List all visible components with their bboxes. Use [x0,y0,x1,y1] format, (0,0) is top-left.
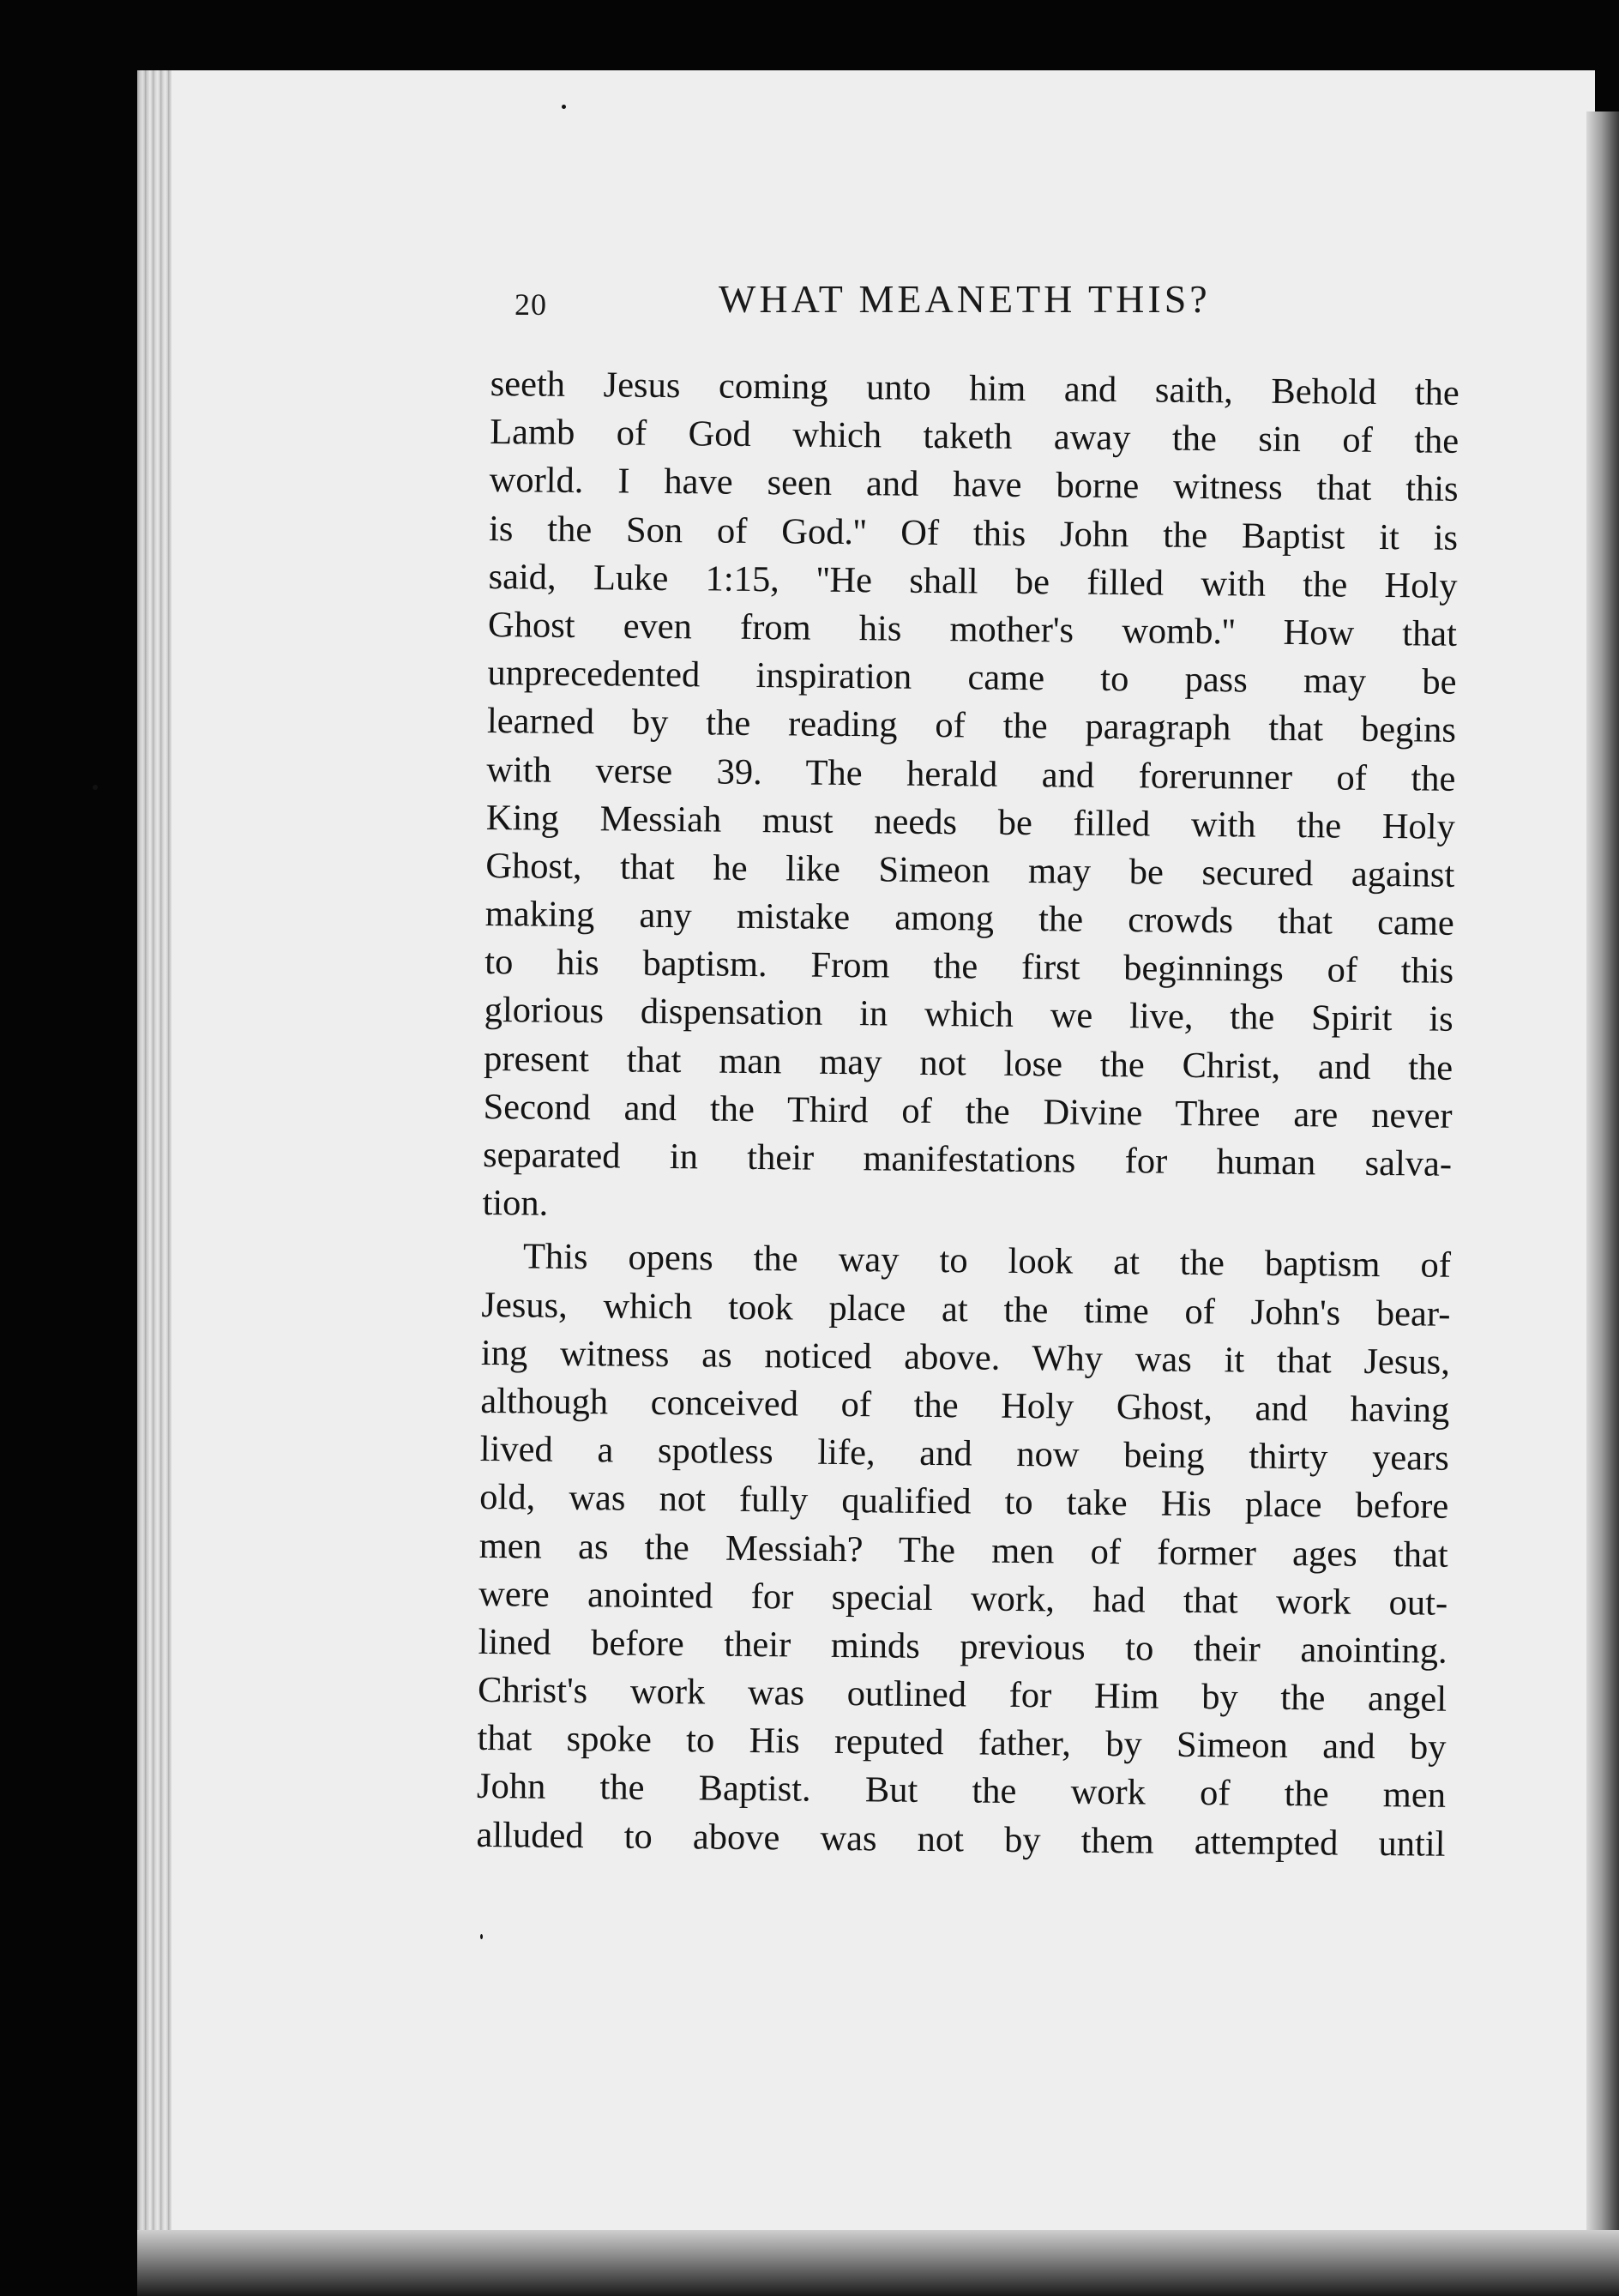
text-line: making any mistake among the crowds that came [484,894,1454,943]
text-line: Lamb of God which taketh away the sin of the [489,412,1460,462]
text-line: to his baptism. From the first beginnings of this [484,942,1454,992]
running-head [515,276,1458,345]
dust-speck [480,1934,483,1939]
text-line: King Messiah must needs be filled with the Holy [485,797,1456,847]
text-line: lined before their minds previous to their anointing. [478,1621,1447,1672]
text-line: with verse 39. The herald and forerunner of the [486,749,1456,799]
text-line: glorious dispensation in which we live, the Spirit is [484,990,1453,1040]
page-bottom-edge [137,2230,1619,2296]
text-line: is the Son of God.'' Of this John the Baptist it is [488,508,1459,558]
text-line: learned by the reading of the paragraph that begins [486,701,1457,751]
dust-speck [93,785,98,790]
text-line: separated in their manifestations for human salva- [482,1134,1453,1184]
text-line: that spoke to His reputed father, by Simeon and by [477,1718,1447,1769]
text-line: present that man may not lose the Christ, and the [483,1038,1453,1088]
text-line: John the Baptist. But the work of the men [476,1766,1447,1817]
page-right-edge [1586,111,1619,2296]
text-line: lived a spotless life, and now being thirty years [479,1429,1449,1479]
text-line: men as the Messiah? The men of former ages that [478,1525,1448,1576]
text-line: seeth Jesus coming unto him and saith, Behold the [490,363,1460,413]
text-line: unprecedented inspiration came to pass may be [487,653,1457,702]
text-line: old, was not fully qualified to take His place before [479,1477,1449,1528]
page-binding-edge [137,70,172,2266]
text-line: Ghost even from his mother's womb.'' How that [487,604,1458,654]
text-line: world. I have seen and have borne witness that this [489,460,1459,510]
text-line: alluded to above was not by them attempted until [476,1814,1446,1865]
text-line: said, Luke 1:15, ''He shall be filled with the Holy [488,556,1458,606]
text-line: although conceived of the Holy Ghost, and having [480,1380,1450,1431]
text-line: ing witness as noticed above. Why was it that Jesus, [480,1332,1451,1383]
running-title: WHAT MEANETH THIS? [719,277,1211,321]
text-line: Christ's work was outlined for Him by the angel [477,1669,1447,1720]
text-line: Second and the Third of the Divine Three are never [483,1086,1453,1136]
paragraph-2 [476,1232,1451,1868]
text-line: Ghost, that he like Simeon may be secured against [485,845,1455,895]
body-text [476,360,1460,1869]
text-line: were anointed for special work, had that work out- [478,1573,1448,1624]
page-number: 20 [515,287,547,322]
text-line: This opens the way to look at the baptism of [522,1236,1452,1287]
text-line: Jesus, which took place at the time of John's bear- [481,1284,1451,1335]
text-line: tion. [482,1183,549,1224]
paragraph-1 [482,360,1460,1237]
dust-speck [562,105,566,109]
